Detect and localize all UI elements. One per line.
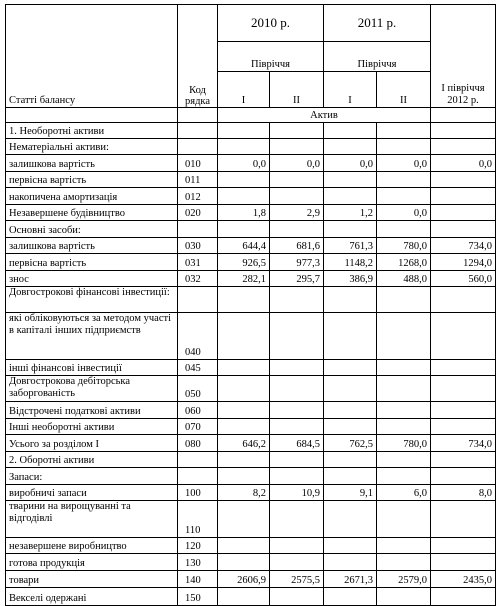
table-row (6, 123, 496, 139)
row-value (431, 313, 496, 360)
row-value (377, 419, 431, 435)
row-value (431, 221, 496, 238)
row-label: готова продукція (6, 554, 178, 571)
row-value (218, 313, 270, 360)
row-label: Інші необоротні активи (6, 419, 178, 435)
table-row (6, 402, 496, 419)
row-value: 0,0 (431, 155, 496, 172)
row-value: 0,0 (377, 155, 431, 172)
row-label: Усього за розділом І (6, 435, 178, 452)
row-value: 282,1 (218, 271, 270, 287)
table-row (6, 360, 496, 376)
row-value (377, 538, 431, 554)
row-value: 681,6 (270, 238, 324, 254)
row-value: 386,9 (324, 271, 377, 287)
row-value: 644,4 (218, 238, 270, 254)
row-value: 1294,0 (431, 254, 496, 271)
row-code: 130 (178, 554, 218, 571)
row-value: 0,0 (270, 155, 324, 172)
row-value (377, 468, 431, 485)
table-row (6, 221, 496, 238)
table-row (6, 188, 496, 205)
row-value: 560,0 (431, 271, 496, 287)
row-value: 1268,0 (377, 254, 431, 271)
row-value: 734,0 (431, 435, 496, 452)
row-label: залишкова вартість (6, 155, 178, 172)
row-code: 060 (178, 402, 218, 419)
row-value (431, 205, 496, 221)
row-value (377, 313, 431, 360)
row-value (324, 313, 377, 360)
row-value (270, 452, 324, 468)
row-value (218, 501, 270, 538)
row-value (324, 452, 377, 468)
row-value (218, 538, 270, 554)
header-half-year-2010: Півріччя (218, 42, 324, 72)
row-value (431, 123, 496, 139)
row-value (218, 402, 270, 419)
row-value (324, 501, 377, 538)
row-value (218, 360, 270, 376)
row-label: виробничі запаси (6, 485, 178, 501)
table-row (6, 287, 496, 313)
row-value: 9,1 (324, 485, 377, 501)
row-value (324, 360, 377, 376)
row-value: 8,2 (218, 485, 270, 501)
row-value (324, 139, 377, 155)
table-row (6, 254, 496, 271)
section-row-asset (6, 108, 496, 123)
row-label: первісна вартість (6, 172, 178, 188)
row-value (218, 376, 270, 402)
row-value (324, 588, 377, 606)
row-value (270, 402, 324, 419)
row-value (377, 188, 431, 205)
row-value (324, 554, 377, 571)
row-code: 140 (178, 571, 218, 588)
row-label: 1. Необоротні активи (6, 123, 178, 139)
table-row (6, 172, 496, 188)
row-value: 734,0 (431, 238, 496, 254)
table-row (6, 313, 496, 360)
row-code: 032 (178, 271, 218, 287)
row-value: 762,5 (324, 435, 377, 452)
row-value (270, 287, 324, 313)
row-value (218, 221, 270, 238)
row-value: 2435,0 (431, 571, 496, 588)
row-value (324, 287, 377, 313)
table-row (6, 139, 496, 155)
table-row (6, 271, 496, 287)
row-code: 120 (178, 538, 218, 554)
row-value (377, 588, 431, 606)
row-label: інші фінансові інвестиції (6, 360, 178, 376)
row-value (431, 402, 496, 419)
row-value (218, 287, 270, 313)
row-code (178, 468, 218, 485)
row-code: 011 (178, 172, 218, 188)
header-year-2010: 2010 р. (218, 5, 324, 42)
row-value: 0,0 (324, 155, 377, 172)
row-value (324, 188, 377, 205)
table-row (6, 155, 496, 172)
row-value: 10,9 (270, 485, 324, 501)
row-value: 2579,0 (377, 571, 431, 588)
row-code: 040 (178, 313, 218, 360)
row-value (431, 360, 496, 376)
row-value (324, 419, 377, 435)
row-label: товари (6, 571, 178, 588)
row-code (178, 139, 218, 155)
row-value (270, 172, 324, 188)
row-label: первісна вартість (6, 254, 178, 271)
row-label: накопичена амортизація (6, 188, 178, 205)
row-value: 488,0 (377, 271, 431, 287)
row-label: які обліковуються за методом участі в капіталі інших підприємств (6, 313, 178, 360)
row-value: 6,0 (377, 485, 431, 501)
row-code: 045 (178, 360, 218, 376)
row-value: 2606,9 (218, 571, 270, 588)
row-value (377, 139, 431, 155)
row-label: Нематеріальні активи: (6, 139, 178, 155)
header-2011-half-2: ІІ (377, 72, 431, 108)
row-label: Незавершене будівництво (6, 205, 178, 221)
table-row (6, 435, 496, 452)
header-2010-half-1: І (218, 72, 270, 108)
row-code (178, 123, 218, 139)
header-2010-half-2: ІІ (270, 72, 324, 108)
table-row (6, 468, 496, 485)
row-value: 780,0 (377, 435, 431, 452)
row-value: 2,9 (270, 205, 324, 221)
row-value: 646,2 (218, 435, 270, 452)
row-value (377, 287, 431, 313)
row-value (431, 172, 496, 188)
row-value (270, 468, 324, 485)
row-value (218, 554, 270, 571)
row-value (431, 501, 496, 538)
table-row (6, 554, 496, 571)
row-value (218, 452, 270, 468)
row-value (324, 376, 377, 402)
row-value (377, 221, 431, 238)
row-value (270, 188, 324, 205)
row-value (218, 419, 270, 435)
row-value: 1,2 (324, 205, 377, 221)
row-value (270, 588, 324, 606)
table-row (6, 376, 496, 402)
row-code: 030 (178, 238, 218, 254)
row-label: знос (6, 271, 178, 287)
row-label: Довгострокова дебіторська заборгованість (6, 376, 178, 402)
row-value (270, 538, 324, 554)
row-value (270, 360, 324, 376)
row-value (324, 172, 377, 188)
row-value (218, 139, 270, 155)
row-value (324, 538, 377, 554)
row-value (218, 172, 270, 188)
row-code: 080 (178, 435, 218, 452)
row-value (270, 139, 324, 155)
row-value (431, 452, 496, 468)
row-label: 2. Оборотні активи (6, 452, 178, 468)
header-2011-half-1: І (324, 72, 377, 108)
row-value: 761,3 (324, 238, 377, 254)
row-value (431, 139, 496, 155)
row-label: незавершене виробництво (6, 538, 178, 554)
row-code: 050 (178, 376, 218, 402)
row-value (431, 376, 496, 402)
row-label: Запаси: (6, 468, 178, 485)
row-value (270, 554, 324, 571)
table-row (6, 571, 496, 588)
row-code: 070 (178, 419, 218, 435)
row-value: 977,3 (270, 254, 324, 271)
balance-sheet-table (5, 4, 496, 606)
row-value: 1148,2 (324, 254, 377, 271)
table-row (6, 538, 496, 554)
row-value: 295,7 (270, 271, 324, 287)
row-value: 0,0 (218, 155, 270, 172)
row-value (218, 123, 270, 139)
table-row (6, 485, 496, 501)
row-value (270, 501, 324, 538)
row-label: Довгострокові фінансові інвестиції: (6, 287, 178, 313)
row-label: Основні засоби: (6, 221, 178, 238)
header-2012: І півріччя 2012 р. (431, 5, 496, 108)
table-row (6, 501, 496, 538)
row-value (377, 452, 431, 468)
row-value (377, 554, 431, 571)
row-code (178, 452, 218, 468)
row-value: 8,0 (431, 485, 496, 501)
row-value: 684,5 (270, 435, 324, 452)
row-value (377, 123, 431, 139)
header-half-year-2011: Півріччя (324, 42, 431, 72)
row-value (270, 313, 324, 360)
row-label: Відстрочені податкові активи (6, 402, 178, 419)
row-value (324, 468, 377, 485)
row-value (218, 468, 270, 485)
table-row (6, 205, 496, 221)
row-label: тварини на вирощуванні та відгодівлі (6, 501, 178, 538)
row-value (377, 172, 431, 188)
table-row (6, 419, 496, 435)
table-row (6, 238, 496, 254)
row-value (431, 419, 496, 435)
header-article: Статті балансу (6, 5, 178, 108)
row-value (270, 419, 324, 435)
header-year-2011: 2011 р. (324, 5, 431, 42)
row-code: 110 (178, 501, 218, 538)
row-value (270, 376, 324, 402)
row-value (431, 554, 496, 571)
table-row (6, 588, 496, 606)
row-code: 010 (178, 155, 218, 172)
row-value (324, 402, 377, 419)
row-code: 020 (178, 205, 218, 221)
section-asset-label: Актив (218, 108, 431, 123)
row-label: залишкова вартість (6, 238, 178, 254)
row-value: 2575,5 (270, 571, 324, 588)
row-value: 1,8 (218, 205, 270, 221)
table-row (6, 452, 496, 468)
row-value (324, 123, 377, 139)
row-value (431, 588, 496, 606)
row-value (431, 287, 496, 313)
row-value (431, 188, 496, 205)
row-value (377, 501, 431, 538)
row-value (431, 468, 496, 485)
row-value: 926,5 (218, 254, 270, 271)
row-code (178, 287, 218, 313)
header-code: Код рядка (178, 5, 218, 108)
row-value (431, 538, 496, 554)
row-value (324, 221, 377, 238)
row-code: 012 (178, 188, 218, 205)
row-value (270, 123, 324, 139)
row-value (377, 402, 431, 419)
row-value (377, 376, 431, 402)
row-label: Векселі одержані (6, 588, 178, 606)
row-code: 031 (178, 254, 218, 271)
row-value: 780,0 (377, 238, 431, 254)
row-value (270, 221, 324, 238)
row-code: 100 (178, 485, 218, 501)
row-value (218, 188, 270, 205)
row-value: 2671,3 (324, 571, 377, 588)
row-code: 150 (178, 588, 218, 606)
row-code (178, 221, 218, 238)
row-value: 0,0 (377, 205, 431, 221)
row-value (218, 588, 270, 606)
row-value (377, 360, 431, 376)
